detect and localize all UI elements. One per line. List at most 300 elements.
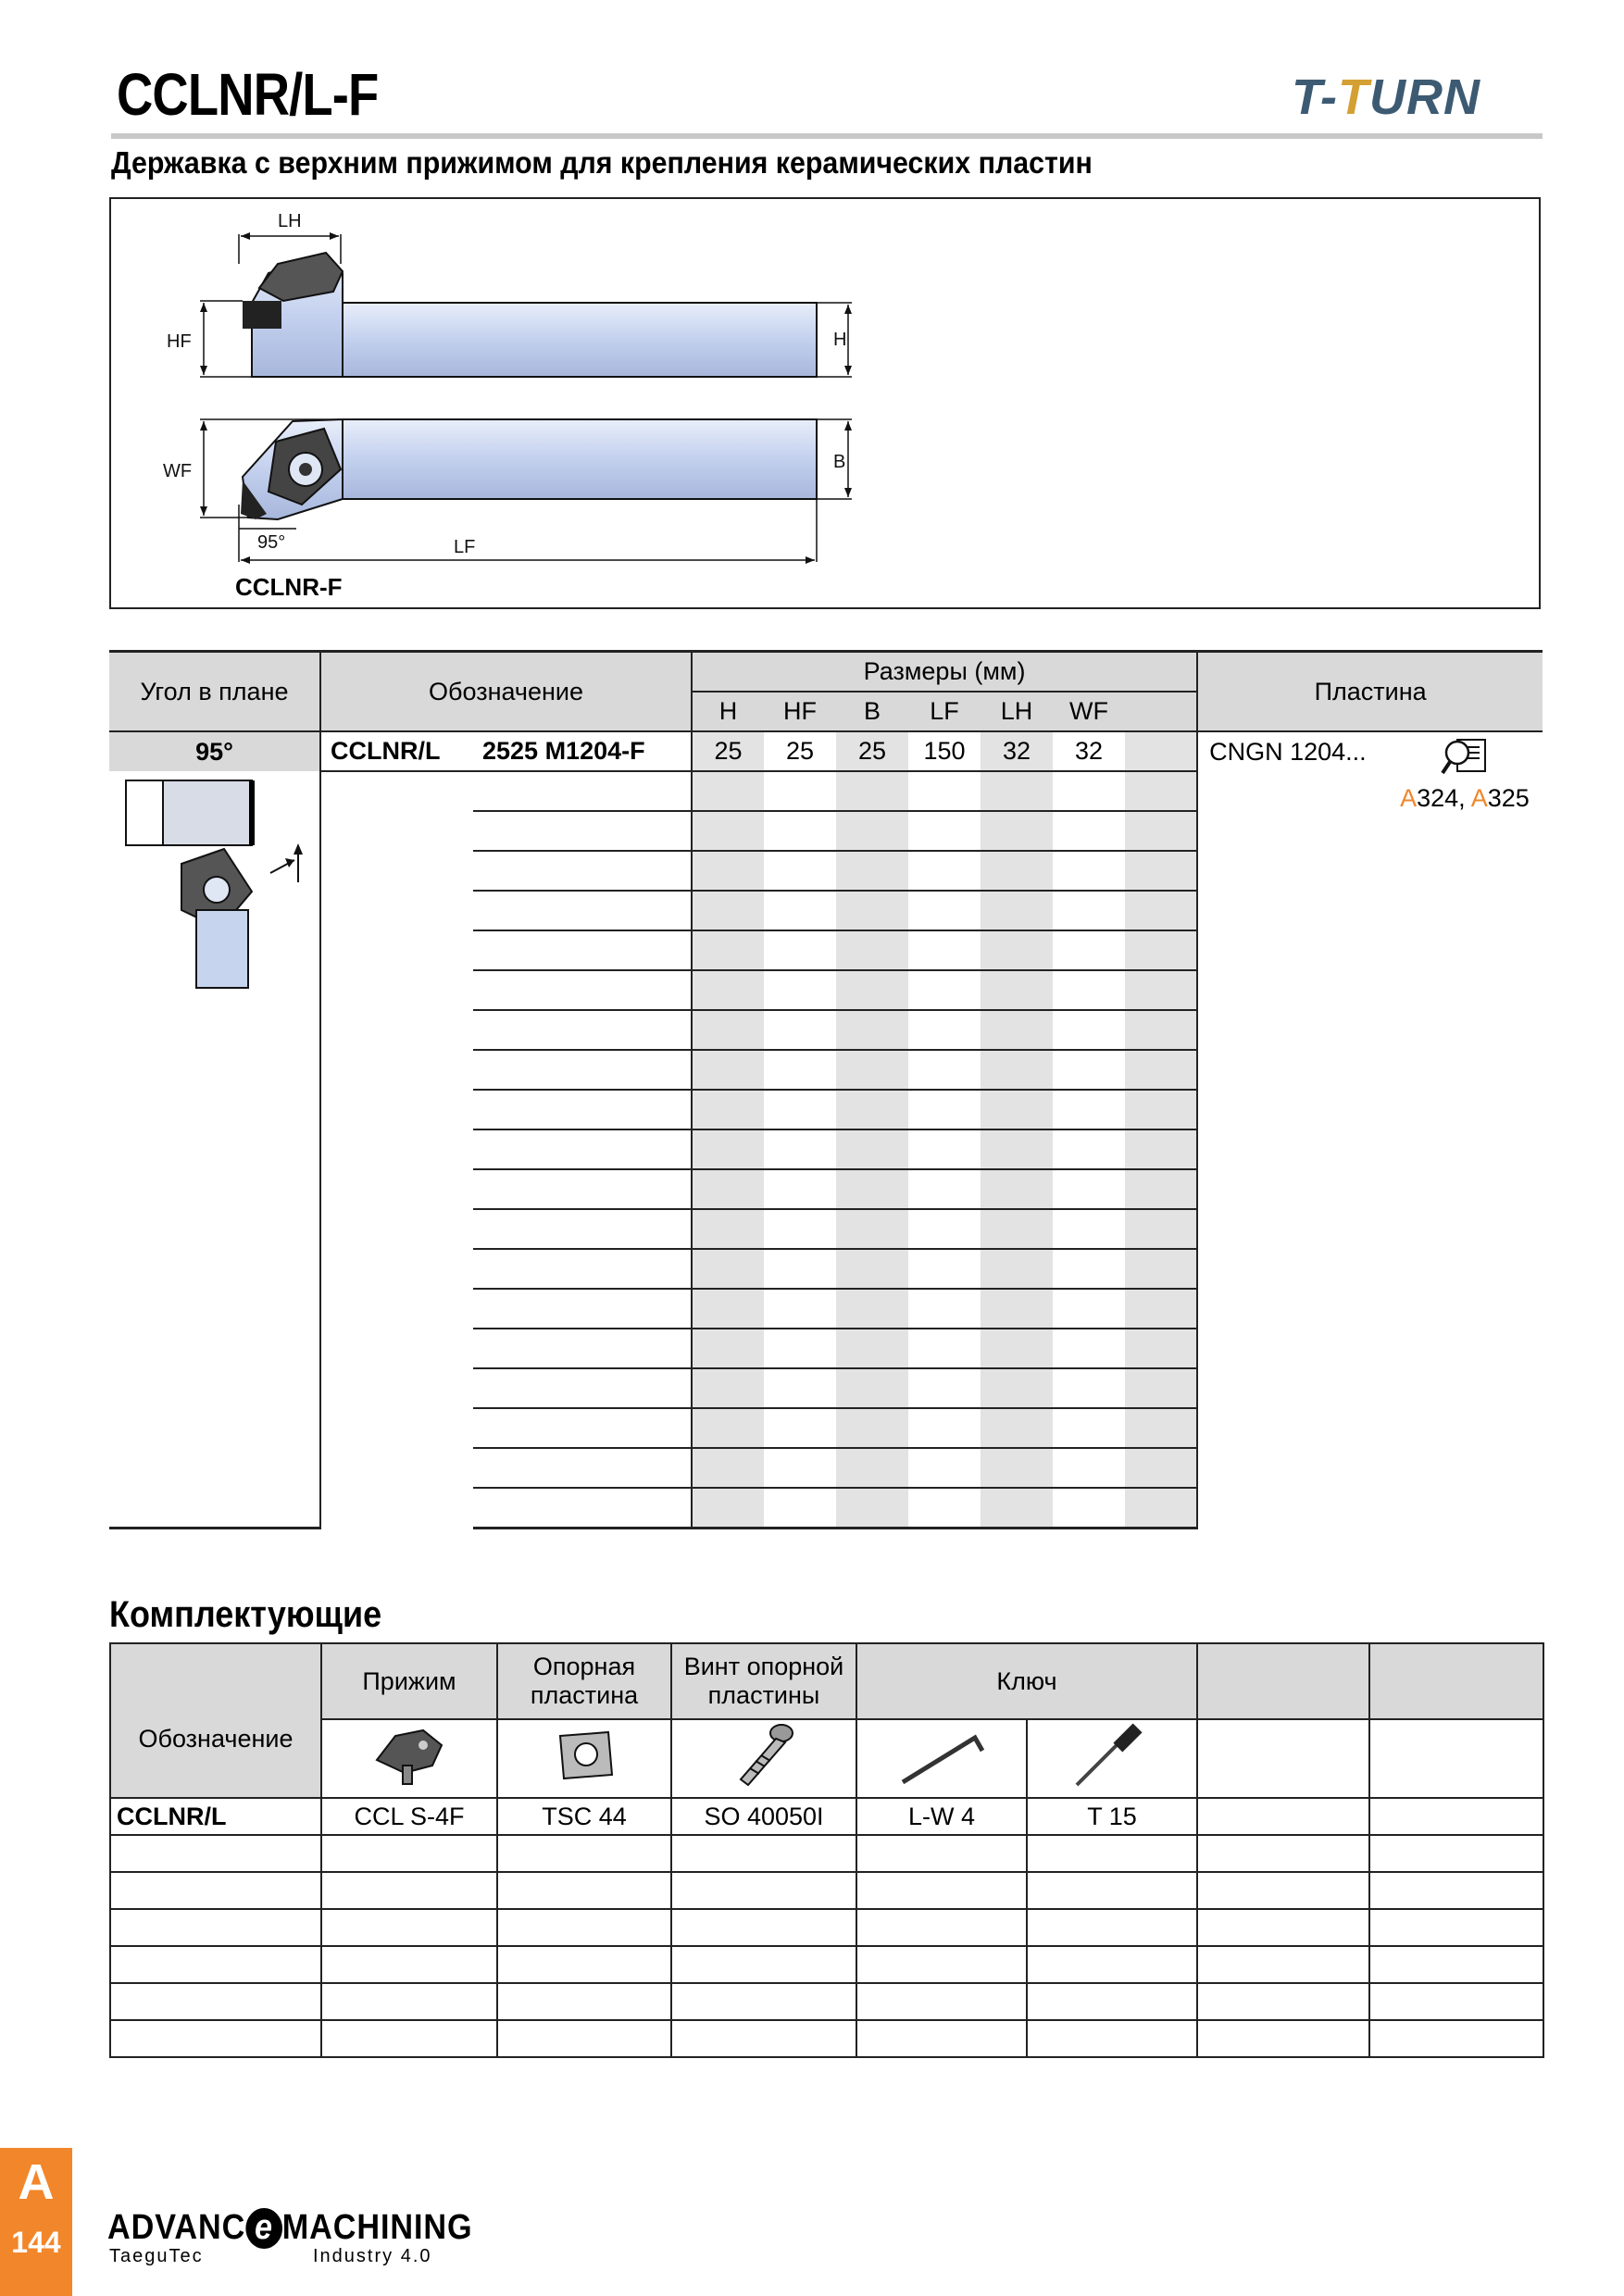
angle-value: 95°: [109, 731, 320, 771]
table-cell: [671, 1909, 856, 1946]
table-cell: [1053, 1129, 1125, 1169]
table-cell: [1053, 1249, 1125, 1289]
page-number: 144: [11, 2226, 61, 2259]
acc-header-key: Ключ: [856, 1643, 1197, 1719]
table-cell: [110, 1835, 321, 1872]
brand-right: MACHINING: [281, 2208, 473, 2247]
table-cell: [981, 1488, 1053, 1529]
acc-header-screw-line2: пластины: [707, 1681, 820, 1709]
table-cell: [1053, 970, 1125, 1010]
insert-cell: [1197, 731, 1543, 1529]
header-designation: Обозначение: [320, 652, 692, 732]
table-cell: [764, 1090, 836, 1129]
table-cell: [1053, 930, 1125, 970]
table-cell: [1125, 1289, 1197, 1329]
shank-side-view: [343, 303, 817, 377]
table-cell: [981, 1289, 1053, 1329]
table-row: [110, 1872, 1543, 1909]
table-cell: [981, 851, 1053, 891]
table-cell: [981, 1249, 1053, 1289]
table-cell: [836, 1329, 908, 1368]
table-cell: [671, 1835, 856, 1872]
diagram-caption: CCLNR-F: [235, 573, 343, 601]
table-cell: [908, 970, 981, 1010]
table-cell: [856, 1909, 1027, 1946]
table-row: [110, 1983, 1543, 2020]
table-cell: [1053, 1169, 1125, 1209]
table-cell: [473, 851, 692, 891]
table-cell: [1125, 1368, 1197, 1408]
dim-label-b: B: [833, 452, 846, 472]
table-cell: [1053, 1368, 1125, 1408]
angle-cell: [109, 1169, 320, 1209]
shim-icon-cell: [497, 1719, 671, 1798]
value-empty: [1125, 731, 1197, 771]
table-cell: [981, 1129, 1053, 1169]
acc-header-screw-line1: Винт опорной: [683, 1653, 844, 1680]
angle-cell: [109, 1368, 320, 1408]
table-cell: [692, 1169, 764, 1209]
table-cell: [320, 1129, 473, 1169]
table-cell: [1027, 1835, 1197, 1872]
table-cell: [1053, 891, 1125, 930]
value-hf: 25: [764, 731, 836, 771]
acc-key1: L-W 4: [856, 1798, 1027, 1835]
table-cell: [908, 1209, 981, 1249]
table-cell: [856, 1983, 1027, 2020]
table-cell: [692, 1209, 764, 1249]
table-cell: [981, 1368, 1053, 1408]
table-cell: [692, 811, 764, 851]
table-cell: [908, 1169, 981, 1209]
table-cell: [1369, 1872, 1543, 1909]
page-subtitle: Державка с верхним прижимом для крепления керамических пластин: [111, 145, 1093, 180]
table-cell: [764, 771, 836, 811]
brand-logo: [107, 2208, 472, 2249]
acc-empty-cell: [1369, 1798, 1543, 1835]
table-cell: [764, 1488, 836, 1529]
table-cell: [692, 930, 764, 970]
table-cell: [110, 1872, 321, 1909]
table-cell: [692, 1289, 764, 1329]
brand-company: TaeguTec: [109, 2246, 204, 2266]
table-cell: [908, 1010, 981, 1050]
table-cell: [908, 891, 981, 930]
table-cell: [981, 1010, 1053, 1050]
designation-a: CCLNR/L: [320, 731, 473, 771]
table-cell: [473, 1289, 692, 1329]
table-cell: [836, 1408, 908, 1448]
table-cell: [836, 1010, 908, 1050]
table-row: [109, 731, 1543, 771]
angle-cell: [109, 1329, 320, 1368]
table-cell: [836, 1289, 908, 1329]
table-cell: [321, 1946, 497, 1983]
acc-empty-cell: [1197, 1798, 1369, 1835]
table-cell: [908, 1249, 981, 1289]
table-cell: [1369, 1835, 1543, 1872]
table-cell: [321, 1983, 497, 2020]
table-cell: [1369, 1946, 1543, 1983]
table-cell: [856, 1946, 1027, 1983]
ref-number: 324: [1417, 784, 1459, 812]
screw-part-icon: [722, 1720, 806, 1791]
table-cell: [1125, 1169, 1197, 1209]
screw-icon-cell: [671, 1719, 856, 1798]
ref-prefix: A: [1470, 784, 1488, 812]
table-cell: [473, 1488, 692, 1529]
table-cell: [320, 811, 473, 851]
logo-part: T-: [1292, 69, 1338, 125]
table-cell: [320, 891, 473, 930]
table-cell: [321, 1909, 497, 1946]
table-cell: [473, 1050, 692, 1090]
table-cell: [1053, 1010, 1125, 1050]
table-cell: [692, 851, 764, 891]
accessories-title: Комплектующие: [109, 1594, 382, 1635]
table-cell: [1125, 1090, 1197, 1129]
accessories-table: [109, 1642, 1544, 2058]
table-cell: [981, 1169, 1053, 1209]
table-cell: [1053, 1408, 1125, 1448]
table-cell: [981, 1448, 1053, 1488]
table-cell: [110, 1946, 321, 1983]
acc-screw: SO 40050I: [671, 1798, 856, 1835]
insert-code: CNGN 1204...: [1209, 738, 1367, 766]
section-letter: A: [18, 2154, 55, 2210]
table-cell: [981, 1050, 1053, 1090]
table-cell: [497, 1946, 671, 1983]
table-cell: [1053, 851, 1125, 891]
table-cell: [1125, 1488, 1197, 1529]
table-cell: [320, 1329, 473, 1368]
table-cell: [836, 771, 908, 811]
acc-empty-cell: [1369, 1719, 1543, 1798]
table-cell: [320, 1090, 473, 1129]
logo-part: URN: [1369, 69, 1480, 125]
table-cell: [1027, 1872, 1197, 1909]
table-cell: [981, 970, 1053, 1010]
angle-cell: [109, 1488, 320, 1529]
table-cell: [320, 1249, 473, 1289]
table-cell: [908, 1050, 981, 1090]
table-cell: [981, 1329, 1053, 1368]
acc-designation: CCLNR/L: [110, 1798, 321, 1835]
hex-key-icon: [895, 1723, 988, 1788]
table-cell: [671, 1946, 856, 1983]
dim-label-h: H: [833, 330, 847, 350]
dim-label-angle: 95°: [257, 532, 286, 553]
table-cell: [497, 2020, 671, 2057]
table-cell: [836, 811, 908, 851]
table-cell: [671, 1983, 856, 2020]
table-cell: [1053, 1448, 1125, 1488]
table-cell: [473, 1329, 692, 1368]
table-cell: [1027, 2020, 1197, 2057]
angle-cell: [109, 1209, 320, 1249]
table-cell: [320, 1010, 473, 1050]
header-insert: Пластина: [1197, 652, 1543, 732]
angle-cell: [109, 1448, 320, 1488]
table-cell: [473, 970, 692, 1010]
table-cell: [1125, 1249, 1197, 1289]
table-cell: [764, 851, 836, 891]
holder-drawing: [111, 199, 1539, 607]
table-cell: [473, 811, 692, 851]
table-cell: [764, 1289, 836, 1329]
table-cell: [692, 771, 764, 811]
acc-empty-cell: [1197, 1719, 1369, 1798]
table-cell: [473, 1010, 692, 1050]
table-cell: [473, 891, 692, 930]
table-cell: [1027, 1909, 1197, 1946]
angle-cell: [109, 1408, 320, 1448]
value-lh: 32: [981, 731, 1053, 771]
table-cell: [692, 1448, 764, 1488]
table-cell: [1125, 1448, 1197, 1488]
table-cell: [1125, 811, 1197, 851]
value-h: 25: [692, 731, 764, 771]
table-cell: [764, 1448, 836, 1488]
table-cell: [908, 1329, 981, 1368]
dim-label-hf: HF: [167, 331, 192, 352]
shim-icon: [547, 1723, 621, 1788]
table-cell: [1125, 891, 1197, 930]
table-cell: [497, 1835, 671, 1872]
table-cell: [981, 811, 1053, 851]
table-cell: [692, 1408, 764, 1448]
table-cell: [981, 891, 1053, 930]
table-cell: [692, 1090, 764, 1129]
header-rule: [111, 133, 1543, 139]
table-cell: [764, 1368, 836, 1408]
designation-b: 2525 M1204-F: [473, 731, 692, 771]
ref-number: 325: [1487, 784, 1530, 812]
acc-header-designation: Обозначение: [110, 1643, 321, 1798]
table-cell: [1125, 970, 1197, 1010]
table-cell: [473, 1129, 692, 1169]
t-turn-logo: [1292, 69, 1480, 125]
table-cell: [473, 1408, 692, 1448]
angle-cell: [109, 1090, 320, 1129]
table-cell: [692, 1249, 764, 1289]
table-cell: [908, 930, 981, 970]
table-cell: [908, 1488, 981, 1529]
table-cell: [692, 1050, 764, 1090]
table-cell: [764, 1249, 836, 1289]
table-cell: [320, 851, 473, 891]
table-cell: [692, 891, 764, 930]
table-cell: [764, 891, 836, 930]
angle-cell: [109, 771, 320, 1090]
table-cell: [908, 1289, 981, 1329]
table-cell: [836, 1129, 908, 1169]
table-cell: [671, 1872, 856, 1909]
table-cell: [320, 1488, 473, 1529]
table-cell: [1369, 2020, 1543, 2057]
table-cell: [836, 1169, 908, 1209]
table-cell: [1197, 1872, 1369, 1909]
table-cell: [110, 1983, 321, 2020]
acc-header-empty: [1197, 1643, 1369, 1719]
table-cell: [1197, 1946, 1369, 1983]
table-cell: [320, 1050, 473, 1090]
table-cell: [908, 851, 981, 891]
table-cell: [764, 1329, 836, 1368]
table-cell: [473, 1169, 692, 1209]
screw-center-icon: [299, 463, 312, 476]
header-dim-lf: LF: [908, 692, 981, 731]
holder-diagram: [109, 197, 1541, 609]
table-cell: [856, 1835, 1027, 1872]
accessories-table-wrapper: [109, 1642, 1544, 2058]
table-cell: [473, 1209, 692, 1249]
header-dim-h: H: [692, 692, 764, 731]
table-cell: [1053, 1289, 1125, 1329]
key1-icon-cell: [856, 1719, 1027, 1798]
table-cell: [764, 970, 836, 1010]
table-cell: [320, 1448, 473, 1488]
table-cell: [473, 930, 692, 970]
table-cell: [1125, 851, 1197, 891]
acc-header-clamp: Прижим: [321, 1643, 497, 1719]
table-cell: [908, 1129, 981, 1169]
header-dim-b: B: [836, 692, 908, 731]
angle-cell: [109, 1249, 320, 1289]
table-cell: [836, 1050, 908, 1090]
table-cell: [321, 2020, 497, 2057]
table-row: [110, 1946, 1543, 1983]
page-title: CCLNR/L-F: [117, 61, 379, 128]
table-cell: [473, 771, 692, 811]
table-cell: [1197, 1835, 1369, 1872]
table-cell: [320, 1368, 473, 1408]
table-cell: [320, 1289, 473, 1329]
dimensions-table: [109, 650, 1543, 1529]
table-cell: [473, 1368, 692, 1408]
torx-key-icon: [1066, 1720, 1158, 1791]
table-cell: [1197, 1983, 1369, 2020]
acc-header-shim-line1: Опорная: [532, 1653, 636, 1680]
table-row: [110, 2020, 1543, 2057]
table-cell: [836, 1249, 908, 1289]
table-cell: [856, 2020, 1027, 2057]
table-cell: [1053, 1209, 1125, 1249]
table-cell: [110, 2020, 321, 2057]
table-cell: [836, 1209, 908, 1249]
dim-label-lh: LH: [278, 211, 302, 231]
table-cell: [836, 1488, 908, 1529]
table-row: [110, 1909, 1543, 1946]
header-angle: Угол в плане: [109, 652, 320, 732]
table-cell: [1125, 1010, 1197, 1050]
table-cell: [836, 970, 908, 1010]
table-cell: [320, 1408, 473, 1448]
acc-header-shim: [497, 1643, 671, 1719]
table-cell: [110, 1909, 321, 1946]
table-cell: [473, 1090, 692, 1129]
table-cell: [764, 1010, 836, 1050]
table-cell: [764, 1209, 836, 1249]
table-cell: [908, 1090, 981, 1129]
table-cell: [321, 1835, 497, 1872]
shank-top-view: [343, 419, 817, 499]
table-cell: [1125, 1408, 1197, 1448]
table-cell: [1125, 1129, 1197, 1169]
table-cell: [692, 1010, 764, 1050]
table-cell: [764, 1169, 836, 1209]
table-cell: [497, 1983, 671, 2020]
table-cell: [1053, 1050, 1125, 1090]
header-dim-empty: [1125, 692, 1197, 731]
acc-header-shim-line2: пластина: [530, 1681, 639, 1709]
table-cell: [1369, 1909, 1543, 1946]
header-dimensions: Размеры (мм): [692, 652, 1197, 693]
table-cell: [497, 1872, 671, 1909]
table-cell: [1027, 1983, 1197, 2020]
table-cell: [692, 1368, 764, 1408]
table-cell: [908, 811, 981, 851]
table-cell: [981, 1209, 1053, 1249]
insert-refs[interactable]: [1400, 784, 1530, 813]
table-cell: [692, 1329, 764, 1368]
table-cell: [497, 1909, 671, 1946]
table-cell: [1125, 1329, 1197, 1368]
table-cell: [764, 1050, 836, 1090]
table-cell: [836, 1448, 908, 1488]
value-b: 25: [836, 731, 908, 771]
table-cell: [836, 851, 908, 891]
dim-label-lf: LF: [454, 537, 476, 557]
table-row: [110, 1798, 1543, 1835]
table-cell: [908, 1368, 981, 1408]
table-row: [110, 1835, 1543, 1872]
dim-label-wf: WF: [163, 461, 193, 481]
logo-part: T: [1338, 69, 1369, 125]
table-cell: [671, 2020, 856, 2057]
table-cell: [320, 1169, 473, 1209]
table-cell: [908, 771, 981, 811]
header-dim-wf: WF: [1053, 692, 1125, 731]
table-cell: [836, 1368, 908, 1408]
acc-key2: T 15: [1027, 1798, 1197, 1835]
brand-left: ADVANC: [107, 2208, 246, 2247]
acc-header-screw: [671, 1643, 856, 1719]
table-cell: [320, 970, 473, 1010]
table-cell: [908, 1408, 981, 1448]
table-cell: [1053, 771, 1125, 811]
table-cell: [764, 1129, 836, 1169]
table-cell: [320, 930, 473, 970]
table-cell: [981, 771, 1053, 811]
table-cell: [856, 1872, 1027, 1909]
section-tab: [0, 2148, 72, 2296]
table-cell: [1053, 1090, 1125, 1129]
acc-shim: TSC 44: [497, 1798, 671, 1835]
brand-e-icon: e: [245, 2208, 282, 2249]
acc-clamp: CCL S-4F: [321, 1798, 497, 1835]
clamp-icon: [368, 1723, 451, 1788]
table-cell: [1369, 1983, 1543, 2020]
acc-header-empty: [1369, 1643, 1543, 1719]
table-cell: [764, 811, 836, 851]
table-cell: [320, 771, 473, 811]
magnifier-icon[interactable]: [1441, 736, 1489, 779]
table-cell: [692, 1129, 764, 1169]
brand-tagline: Industry 4.0: [313, 2246, 432, 2266]
table-cell: [1053, 811, 1125, 851]
header-dim-lh: LH: [981, 692, 1053, 731]
